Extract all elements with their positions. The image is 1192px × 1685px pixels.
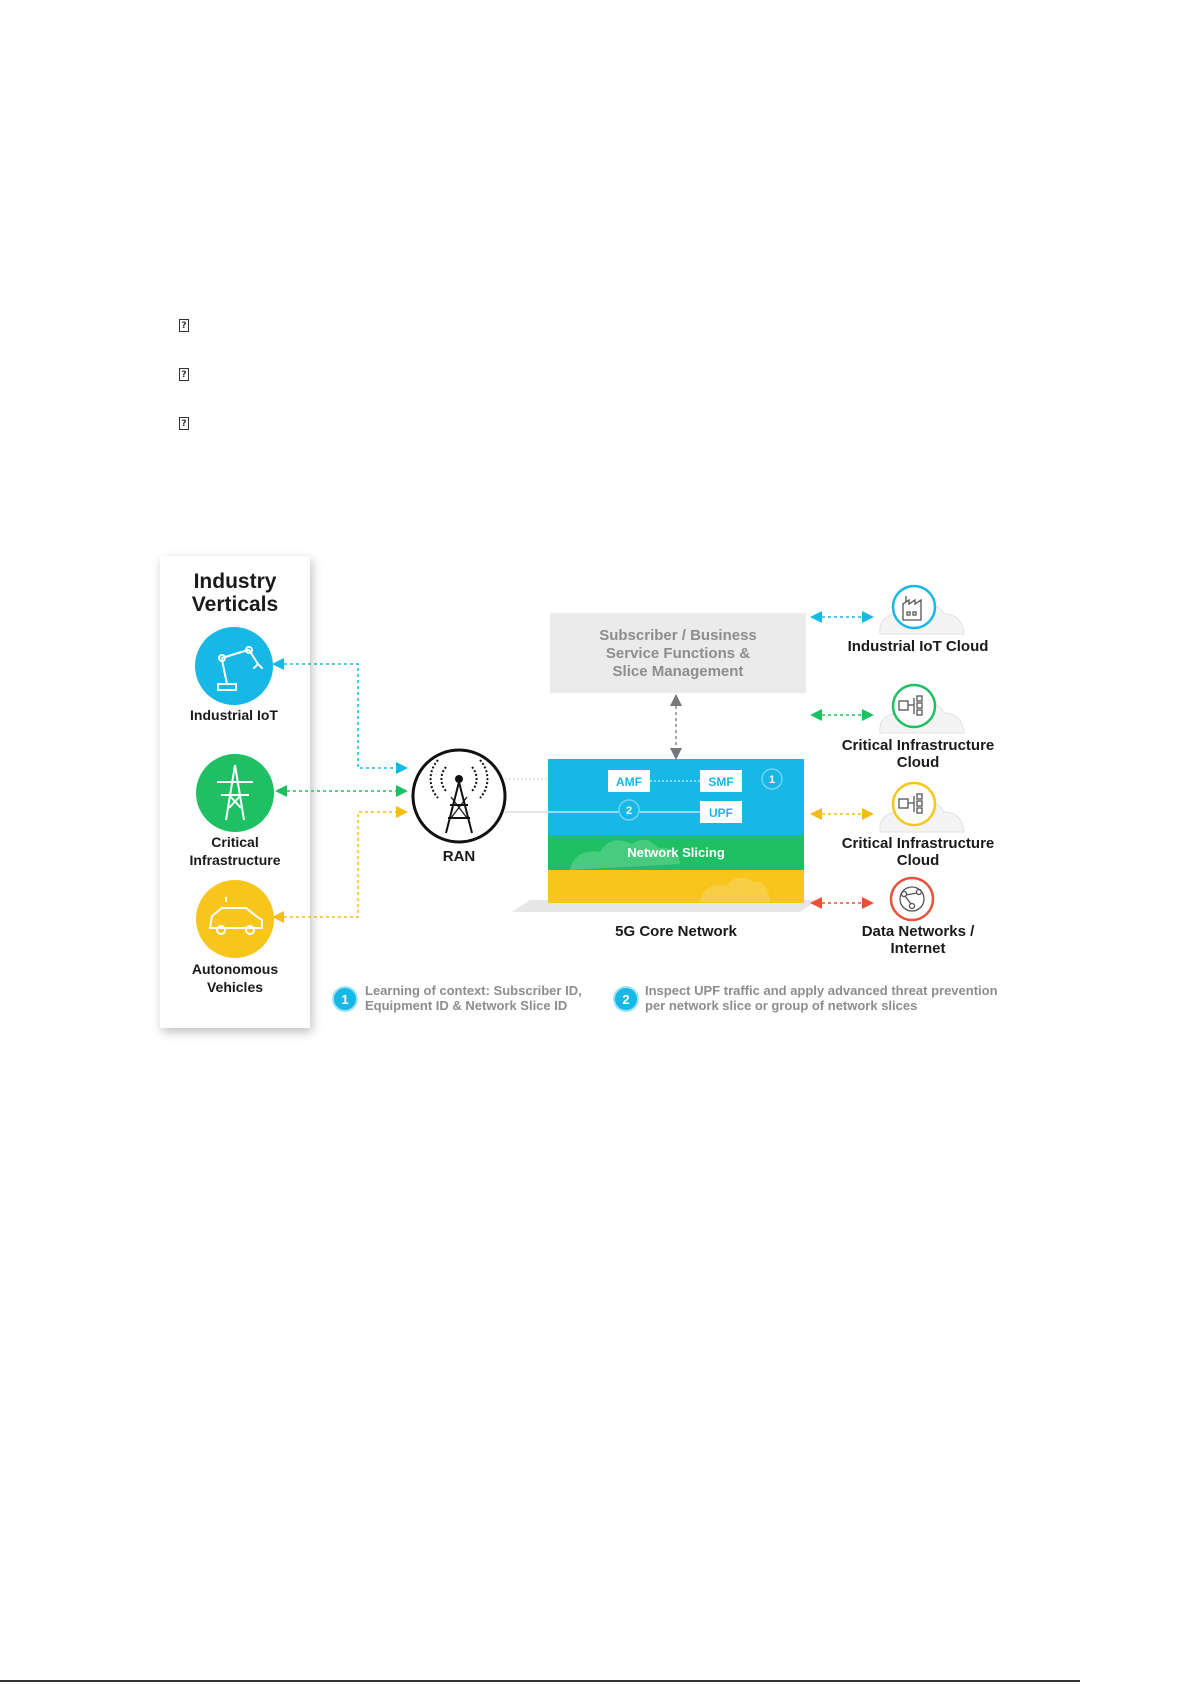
ci-cloud-2-label-1: Critical Infrastructure [841,835,995,852]
bullet-glyph-1: ? [179,319,189,332]
network-slicing-label: Network Slicing [627,845,725,860]
critical-infrastructure-label-2: Infrastructure [189,852,281,868]
ci-cloud-1-label-1: Critical Infrastructure [841,737,995,754]
ran-circle [413,750,505,842]
bullet-glyph-2: ? [179,368,189,381]
legend-2-text-1: Inspect UPF traffic and apply advanced threat prevention [645,983,998,998]
legend-2-text-2: per network slice or group of network slices [645,998,918,1013]
industry-verticals-panel [160,556,310,1028]
legend-1-text-1: Learning of context: Subscriber ID, [365,983,582,998]
legend [333,983,998,1013]
ran-node [413,750,505,865]
data-networks-label-2: Internet [890,940,946,957]
upf-label: UPF [709,806,733,820]
amf-label: AMF [616,775,642,789]
critical-infrastructure-cloud-1 [842,685,995,771]
ci-cloud-2-label-2: Cloud [896,852,940,869]
autonomous-vehicles-label-1: Autonomous [191,961,279,977]
bullet-glyph-3: ? [179,417,189,430]
iot-cloud-label: Industrial IoT Cloud [847,638,989,655]
verticals-title-line1: Industry [193,570,277,593]
critical-infrastructure-cloud-2 [842,783,995,869]
autonomous-vehicles-label-2: Vehicles [206,979,264,995]
data-networks-label-1: Data Networks / [861,923,975,940]
industrial-iot-label: Industrial IoT [190,707,278,723]
core-network-block [512,759,818,940]
subscriber-management-box [550,613,806,693]
subscriber-line-2: Service Functions & [605,645,751,662]
legend-1-number: 1 [341,992,349,1007]
smf-label: SMF [708,775,734,789]
core-cloud-connectors [816,617,868,903]
core-network-label: 5G Core Network [615,923,737,940]
data-networks-node [862,878,975,957]
industrial-iot-cloud [848,586,989,655]
ran-label: RAN [442,848,476,865]
verticals-title-line2: Verticals [191,593,279,616]
marker-2-label: 2 [625,805,633,817]
subscriber-line-3: Slice Management [612,663,744,680]
marker-1-label: 1 [768,774,776,786]
page-footer-rule [0,1680,1080,1682]
ci-cloud-1-label-2: Cloud [896,754,940,771]
legend-1-text-2: Equipment ID & Network Slice ID [365,998,568,1013]
subscriber-line-1: Subscriber / Business [599,627,757,644]
critical-infrastructure-label-1: Critical [211,834,259,850]
legend-2-number: 2 [622,992,630,1007]
